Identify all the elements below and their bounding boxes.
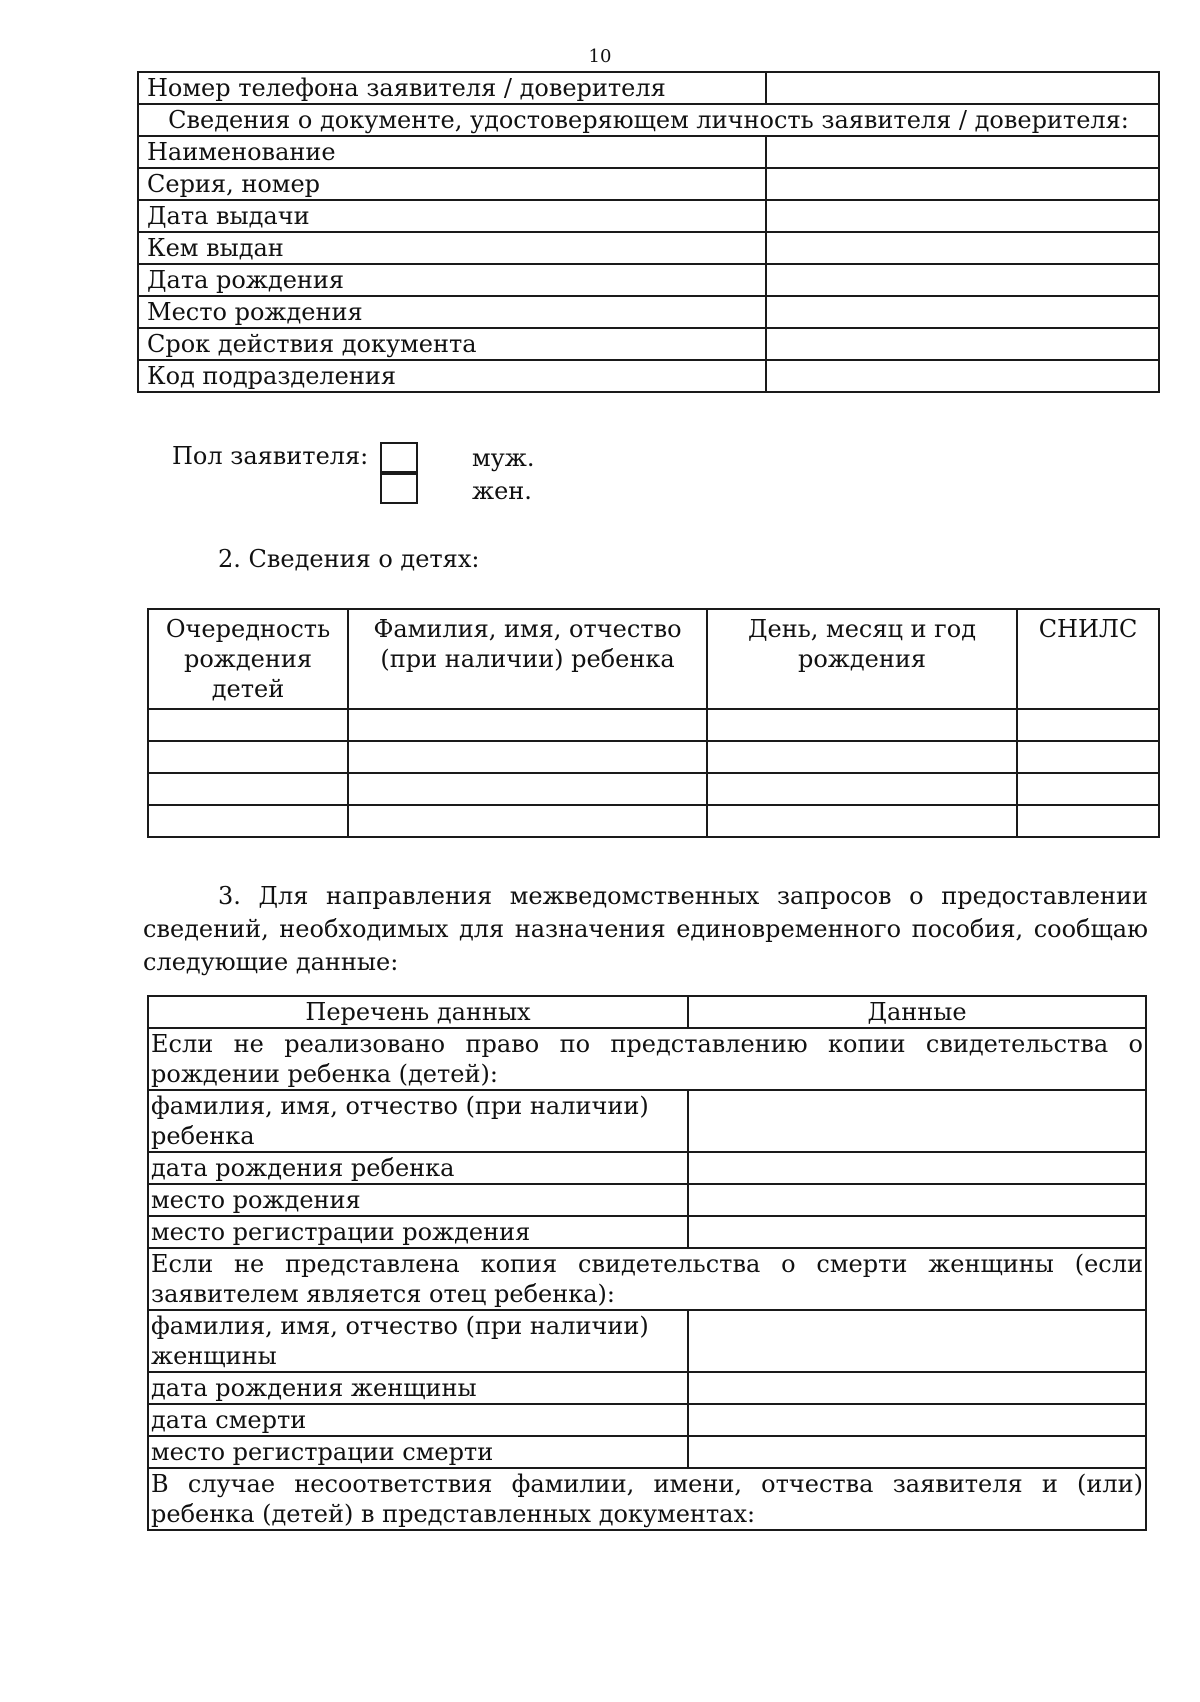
woman-birth-date-value[interactable] <box>688 1372 1146 1404</box>
table-row <box>148 1028 1146 1090</box>
division-code-value[interactable] <box>766 360 1159 392</box>
table-row <box>138 264 1159 296</box>
table-row <box>148 1372 1146 1404</box>
table-cell[interactable] <box>707 805 1017 837</box>
birth-date-label: Дата рождения <box>138 264 766 296</box>
table-header-row <box>148 609 1159 709</box>
col-data: Данные <box>688 996 1146 1028</box>
table-row <box>148 1152 1146 1184</box>
id-series-number-label: Серия, номер <box>138 168 766 200</box>
table-row <box>148 1248 1146 1310</box>
woman-birth-date-label: дата рождения женщины <box>148 1372 688 1404</box>
table-row <box>138 200 1159 232</box>
table-cell[interactable] <box>1017 709 1159 741</box>
id-section-heading: Сведения о документе, удостоверяющем личность заявителя / доверителя: <box>138 104 1159 136</box>
col-birth-date: День, месяц и год рождения <box>707 609 1017 709</box>
death-registration-place-value[interactable] <box>688 1436 1146 1468</box>
birth-cert-heading: Если не реализовано право по представлению копии свидетельства о рождении ребенка (детей): <box>148 1028 1146 1090</box>
table-cell[interactable] <box>348 741 707 773</box>
table-cell[interactable] <box>348 805 707 837</box>
table-row <box>138 328 1159 360</box>
table-row <box>138 360 1159 392</box>
birth-registration-place-label: место регистрации рождения <box>148 1216 688 1248</box>
doc-validity-label: Срок действия документа <box>138 328 766 360</box>
table-cell[interactable] <box>1017 805 1159 837</box>
phone-value-cell[interactable] <box>766 72 1159 104</box>
id-doc-name-label: Наименование <box>138 136 766 168</box>
table-cell[interactable] <box>148 741 348 773</box>
table-row <box>138 72 1159 104</box>
table-row <box>138 104 1159 136</box>
child-name-value[interactable] <box>688 1090 1146 1152</box>
birth-place-value[interactable] <box>766 296 1159 328</box>
table-row <box>148 741 1159 773</box>
col-snils: СНИЛС <box>1017 609 1159 709</box>
table-row <box>148 1090 1146 1152</box>
table-row <box>148 1310 1146 1372</box>
name-mismatch-heading: В случае несоответствия фамилии, имени, отчества заявителя и (или) ребенка (детей) в представленных документах: <box>148 1468 1146 1530</box>
table-row <box>148 1216 1146 1248</box>
id-issue-date-label: Дата выдачи <box>138 200 766 232</box>
id-series-number-value[interactable] <box>766 168 1159 200</box>
table-row <box>148 1404 1146 1436</box>
gender-female-checkbox[interactable] <box>380 473 418 504</box>
page-number: 10 <box>588 46 612 67</box>
section-3-intro: 3. Для направления межведомственных запросов о предоставлении сведений, необходимых для назначения единовременного пособия, сообщаю следующие данные: <box>143 882 1148 976</box>
table-cell[interactable] <box>148 805 348 837</box>
col-data-list: Перечень данных <box>148 996 688 1028</box>
id-issued-by-value[interactable] <box>766 232 1159 264</box>
table-cell[interactable] <box>707 741 1017 773</box>
table-cell[interactable] <box>348 709 707 741</box>
gender-male-label: муж. <box>472 444 535 472</box>
table-row <box>138 232 1159 264</box>
table-cell[interactable] <box>148 709 348 741</box>
death-registration-place-label: место регистрации смерти <box>148 1436 688 1468</box>
birth-place-label: Место рождения <box>138 296 766 328</box>
table-row <box>148 1468 1146 1530</box>
child-birth-date-value[interactable] <box>688 1152 1146 1184</box>
children-table <box>147 608 1160 838</box>
table-row <box>148 709 1159 741</box>
child-name-label: фамилия, имя, отчество (при наличии) ребенка <box>148 1090 688 1152</box>
section-2-title: 2. Сведения о детях: <box>218 545 480 573</box>
col-birth-order: Очередность рождения детей <box>148 609 348 709</box>
phone-label: Номер телефона заявителя / доверителя <box>138 72 766 104</box>
child-birth-place-value[interactable] <box>688 1184 1146 1216</box>
table-row <box>148 805 1159 837</box>
gender-label: Пол заявителя: <box>172 442 369 470</box>
gender-male-checkbox[interactable] <box>380 442 418 473</box>
table-cell[interactable] <box>707 709 1017 741</box>
table-header-row <box>148 996 1146 1028</box>
table-cell[interactable] <box>707 773 1017 805</box>
table-row <box>148 1436 1146 1468</box>
death-cert-heading: Если не представлена копия свидетельства о смерти женщины (если заявителем является отец ребенка): <box>148 1248 1146 1310</box>
child-birth-date-label: дата рождения ребенка <box>148 1152 688 1184</box>
death-date-label: дата смерти <box>148 1404 688 1436</box>
col-child-name: Фамилия, имя, отчество (при наличии) ребенка <box>348 609 707 709</box>
birth-date-value[interactable] <box>766 264 1159 296</box>
table-cell[interactable] <box>1017 773 1159 805</box>
birth-registration-place-value[interactable] <box>688 1216 1146 1248</box>
applicant-id-table <box>137 71 1160 393</box>
division-code-label: Код подразделения <box>138 360 766 392</box>
table-row <box>148 773 1159 805</box>
table-row <box>148 1184 1146 1216</box>
death-date-value[interactable] <box>688 1404 1146 1436</box>
child-birth-place-label: место рождения <box>148 1184 688 1216</box>
table-cell[interactable] <box>1017 741 1159 773</box>
id-issued-by-label: Кем выдан <box>138 232 766 264</box>
interagency-data-table <box>147 995 1147 1531</box>
woman-name-label: фамилия, имя, отчество (при наличии) женщины <box>148 1310 688 1372</box>
id-doc-name-value[interactable] <box>766 136 1159 168</box>
table-cell[interactable] <box>148 773 348 805</box>
table-row <box>138 168 1159 200</box>
gender-female-label: жен. <box>472 477 532 505</box>
woman-name-value[interactable] <box>688 1310 1146 1372</box>
table-row <box>138 136 1159 168</box>
table-row <box>138 296 1159 328</box>
doc-validity-value[interactable] <box>766 328 1159 360</box>
table-cell[interactable] <box>348 773 707 805</box>
id-issue-date-value[interactable] <box>766 200 1159 232</box>
